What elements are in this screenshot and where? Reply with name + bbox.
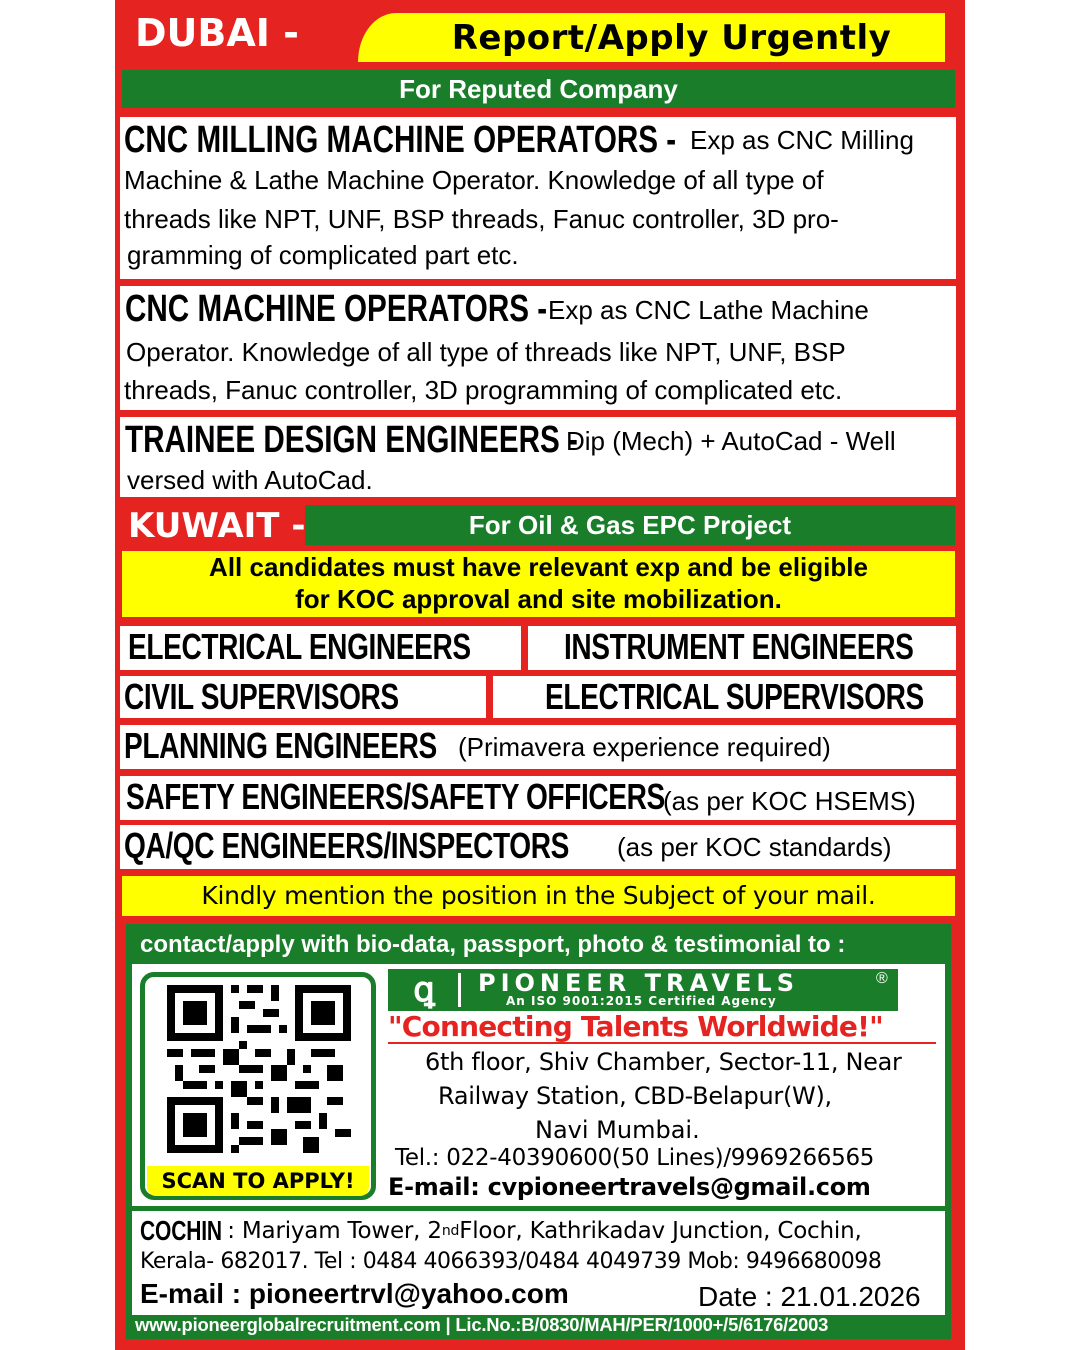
contact-email[interactable]: E-mail: cvpioneertravels@gmail.com [388,1173,871,1201]
cochin-address-sup: nd [441,1223,460,1239]
cochin-label: COCHIN [140,1215,222,1246]
urgent-banner [358,13,945,62]
tagline [388,1010,936,1044]
role-title: ELECTRICAL SUPERVISORS [545,676,924,717]
role-electrical-engineers [120,626,521,670]
job-desc-line: gramming of complicated part etc. [127,240,519,270]
job-desc-line: Exp as CNC Lathe Machine [548,295,869,325]
job-desc-line: threads like NPT, UNF, BSP threads, Fanuc controller, 3D pro- [124,204,839,234]
notice-line: All candidates must have relevant exp and be eligible [209,552,868,582]
job-title: CNC MACHINE OPERATORS - [125,287,548,330]
kuwait-subheader [305,505,955,545]
urgent-banner-text: Report/Apply Urgently [451,17,892,58]
role-title: PLANNING ENGINEERS [124,725,437,766]
address-line: 6th floor, Shiv Chamber, Sector-11, Near [425,1048,902,1076]
role-title: SAFETY ENGINEERS/SAFETY OFFICERS [126,776,665,817]
cochin-address-a: : Mariyam Tower, 2 [227,1218,442,1244]
cochin-line [140,1214,862,1248]
role-qaqc [120,825,956,869]
notice-line: for KOC approval and site mobilization. [295,584,782,614]
role-electrical-supervisors [493,676,956,718]
company-logo-icon: ꝗ [413,970,435,1010]
job-desc-line: Dip (Mech) + AutoCad - Well [566,426,896,456]
job-desc-line: Machine & Lathe Machine Operator. Knowledge of all type of [124,165,824,195]
telephone: Tel.: 022-40390600(50 Lines)/9969266565 [395,1145,875,1171]
cochin-address-b: Floor, Kathrikadav Junction, Cochin, [459,1218,862,1244]
dubai-label: DUBAI - [135,11,299,55]
address-line: Navi Mumbai. [535,1116,700,1144]
address-line: Railway Station, CBD-Belapur(W), [438,1082,832,1110]
mail-subject-note-text: Kindly mention the position in the Subject of your mail. [201,881,876,910]
scan-to-apply-badge[interactable] [147,1166,369,1196]
dubai-subheader [122,70,955,108]
qr-code-icon[interactable] [167,985,351,1153]
role-planning-engineers [120,725,956,769]
job-desc-line: threads, Fanuc controller, 3D programming of complicated etc. [124,375,843,405]
contact-header-text: contact/apply with bio-data, passport, photo & testimonial to : [140,931,846,958]
qr-frame [140,972,376,1200]
job-title: TRAINEE DESIGN ENGINEERS - [125,418,578,461]
cochin-line: Kerala- 682017. Tel : 0484 4066393/0484 4049739 Mob: 9496680098 [140,1249,882,1274]
role-title: CIVIL SUPERVISORS [124,676,399,717]
scan-to-apply-text: SCAN TO APPLY! [161,1169,355,1193]
dubai-subheader-text: For Reputed Company [399,74,678,104]
job-title: CNC MILLING MACHINE OPERATORS - [124,118,677,161]
role-safety [120,776,956,820]
contact-header [140,928,845,962]
role-note: (as per KOC standards) [617,832,892,862]
role-title: ELECTRICAL ENGINEERS [128,626,471,667]
certification: An ISO 9001:2015 Certified Agency [506,994,777,1008]
mail-subject-note [122,876,955,916]
job-trainee-design [120,417,956,497]
tagline-text: "Connecting Talents Worldwide!" [388,1010,883,1043]
job-desc-line: Operator. Knowledge of all type of threads like NPT, UNF, BSP [126,337,846,367]
role-civil-supervisors [120,676,486,718]
eligibility-notice [122,551,955,617]
job-desc-line: Exp as CNC Milling [690,125,914,155]
footer-link[interactable]: www.pioneerglobalrecruitment.com | Lic.No.:B/0830/MAH/PER/1000+/5/6176/2003 [135,1314,829,1335]
kuwait-subheader-text: For Oil & Gas EPC Project [468,510,792,540]
ad-date: Date : 21.01.2026 [698,1281,921,1312]
company-name: PIONEER TRAVELS [478,969,799,997]
role-instrument-engineers [528,626,956,670]
company-logo-bar [388,969,898,1011]
job-desc-line: versed with AutoCad. [127,465,373,495]
job-cnc-milling [120,117,956,279]
job-cnc-machine [120,286,956,410]
role-note: (Primavera experience required) [458,732,831,762]
cochin-email[interactable]: E-mail : pioneertrvl@yahoo.com [140,1278,569,1309]
role-title: INSTRUMENT ENGINEERS [564,626,914,667]
role-title: QA/QC ENGINEERS/INSPECTORS [124,825,569,866]
registered-mark: ® [876,970,888,987]
role-note: (as per KOC HSEMS) [663,786,916,816]
kuwait-label: KUWAIT - [128,506,306,546]
